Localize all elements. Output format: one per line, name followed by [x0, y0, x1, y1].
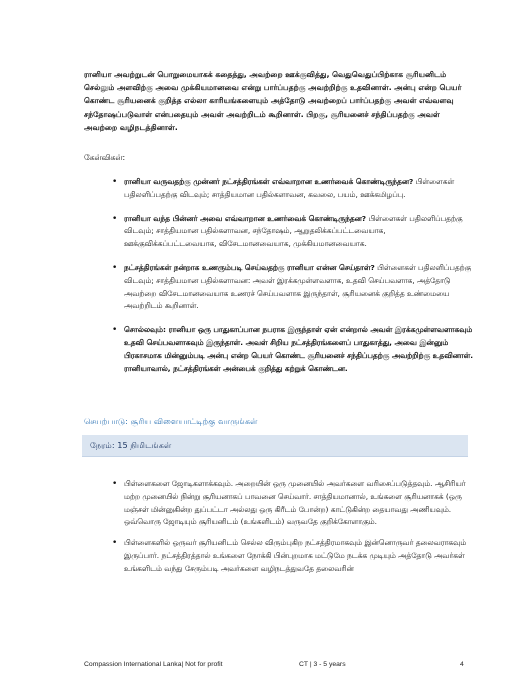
activity-text: பிள்ளைகளில் ஒருவர் சூரியனிடம் செல்ல விரும்புகிற நட்சத்திரமாகவும் இன்னொருவர் தலைவராகவும் இருப்பார். நட்சத்திரத்தால் உங்களை நோக்கி பின்புறமாக மட்டுமே நடக்க முடியும் அத்தோடு அவர்கள் உங்களிடம் வந்து சேரும்படி அவர்களை வழிநடத்துவதே தலைவரின்: [124, 538, 467, 573]
questions-list: [112, 176, 474, 386]
question-item: [112, 262, 474, 313]
bullet-icon: •: [112, 325, 118, 336]
answer-text: பிள்ளைகள் பதிலளிப்பதற்கு விடவும்; சாத்தியமான பதில்களாவன, சந்தோஷம், ஆறுதலிக்கப்பட்டவையாக, ஊக்குவிக்கப்பட்டவையாக, விசேடமானவையாக, முக்கியமானவையாக.: [124, 213, 463, 249]
activity-title: செயற்பாடு: சூரிய விளையாட்டிற்கு வாருங்கள்: [84, 416, 258, 426]
activity-text: பிள்ளைகளை ஜோடிகளாக்கவும். அறையின் ஒரு முனையில் அவர்களை வரிசைப்படுத்தவும். ஆசிரியர் மற்ற முனையில் நின்று சூரியனாகப் பாவனை செய்வார். சாத்தியமானால், உங்களை சூரியனாகக் (ஒரு மஞ்சள் மின்னுகின்ற துப்பட்டா அல்லது ஒரு கிரீடம் போன்ற) காட்டுகின்ற தையாவது அணியவும். ஒவ்வொரு ஜோடியும் சூரியனிடம் (உங்களிடம்) வருவதே குறிக்கோளாகும்.: [124, 479, 466, 527]
question-text: நட்சத்திரங்கள் நன்றாக உணரும்படி செய்வதற்கு ரானியா என்ன செய்தாள்?: [124, 262, 375, 272]
bullet-icon: •: [112, 177, 118, 187]
question-item: [112, 176, 474, 202]
time-bar: [82, 435, 468, 457]
question-text: ரானியா வருவதற்கு முன்னர் நட்சத்திரங்கள் எவ்வாறான உணர்வைக் கொண்டிருந்தன?: [124, 177, 414, 186]
footer-organization: Compassion International Lanka| Not for profit: [84, 661, 223, 668]
questions-heading: கேள்விகள்:: [84, 153, 126, 162]
time-label: நேரம்: 15 நிமிடங்கள்: [90, 440, 172, 450]
page-number: 4: [460, 661, 464, 668]
question-item: [112, 213, 474, 251]
footer-curriculum: CT | 3 - 5 years: [299, 661, 346, 668]
activity-item: [112, 537, 474, 575]
question-item: [112, 324, 474, 375]
bullet-icon: •: [112, 479, 118, 489]
question-text: ரானியா வந்த பின்னர் அவை எவ்வாறான உணர்வைக் கொண்டிருந்தன?: [124, 213, 367, 223]
intro-paragraph: ரானியா அவற்றுடன் பொறுமையாகக் கதைத்து, அவற்றை ஊக்குவித்து, வெதுவெதுப்பிற்காக சூரியனிடம் செல்லும் அளவிற்கு அவை முக்கியமானவை என்று பார்ப்பதற்கு அவற்றிற்கு உதவினாள். அன்பு என்ற பெயர் கொண்ட சூரியனைக் குறித்த எல்லா காரியங்களையும் அத்தோடு அவற்றைப் பார்ப்பதற்கு அவள் எவ்வளவு சந்தோஷப்படுவாள் என்பதையும் அவள் அவற்றிடம் கூறினாள். பிறகு, சூரியனைச் சந்திப்பதற்கு அவள் அவற்றை வழிநடத்தினாள்.: [84, 70, 462, 132]
bullet-icon: •: [112, 213, 118, 224]
activity-list: [112, 478, 474, 584]
question-text: சொல்லவும்: ரானியா ஒரு பாதுகாப்பான நபராக இருந்தாள் ஏன் என்றால் அவள் இரக்கமுள்ளவளாகவும் உதவி செய்பவளாகவும் இருந்தாள். அவள் சிறிய நட்சத்திரங்களைப் பாதுகாத்து, அவை இன்னும் பிரகாசமாக மின்னும்படி அன்பு என்ற பெயர் கொண்ட சூரியனைச் சந்திப்பதற்கு அவற்றிற்கு உதவினாள். ரானியாவால், நட்சத்திரங்கள் அன்பைக் குறித்து கற்றுக் கொண்டன.: [124, 325, 474, 373]
bullet-icon: •: [112, 538, 118, 549]
bullet-icon: •: [112, 262, 118, 273]
activity-item: [112, 478, 474, 529]
answer-text: பிள்ளைகள் பதிலளிப்பதற்கு விடவும்; சாத்தியமான பதில்களாவன: அவள் இரக்கமுள்ளவளாக, உதவி செய்பவளாக, அத்தோடு அவற்றை விசேடமானவையாக உணரச் செய்பவளாக இருந்தாள், சூரியனைக் குறித்த உண்மையை அவற்றிடம் கூறினாள்.: [124, 262, 472, 311]
answer-text: பிள்ளைகள் பதிலளிப்பதற்கு விடவும்; சாத்தியமான பதில்களாவன, கவலை, பயம், ஊக்கமிழப்பு.: [124, 177, 455, 199]
